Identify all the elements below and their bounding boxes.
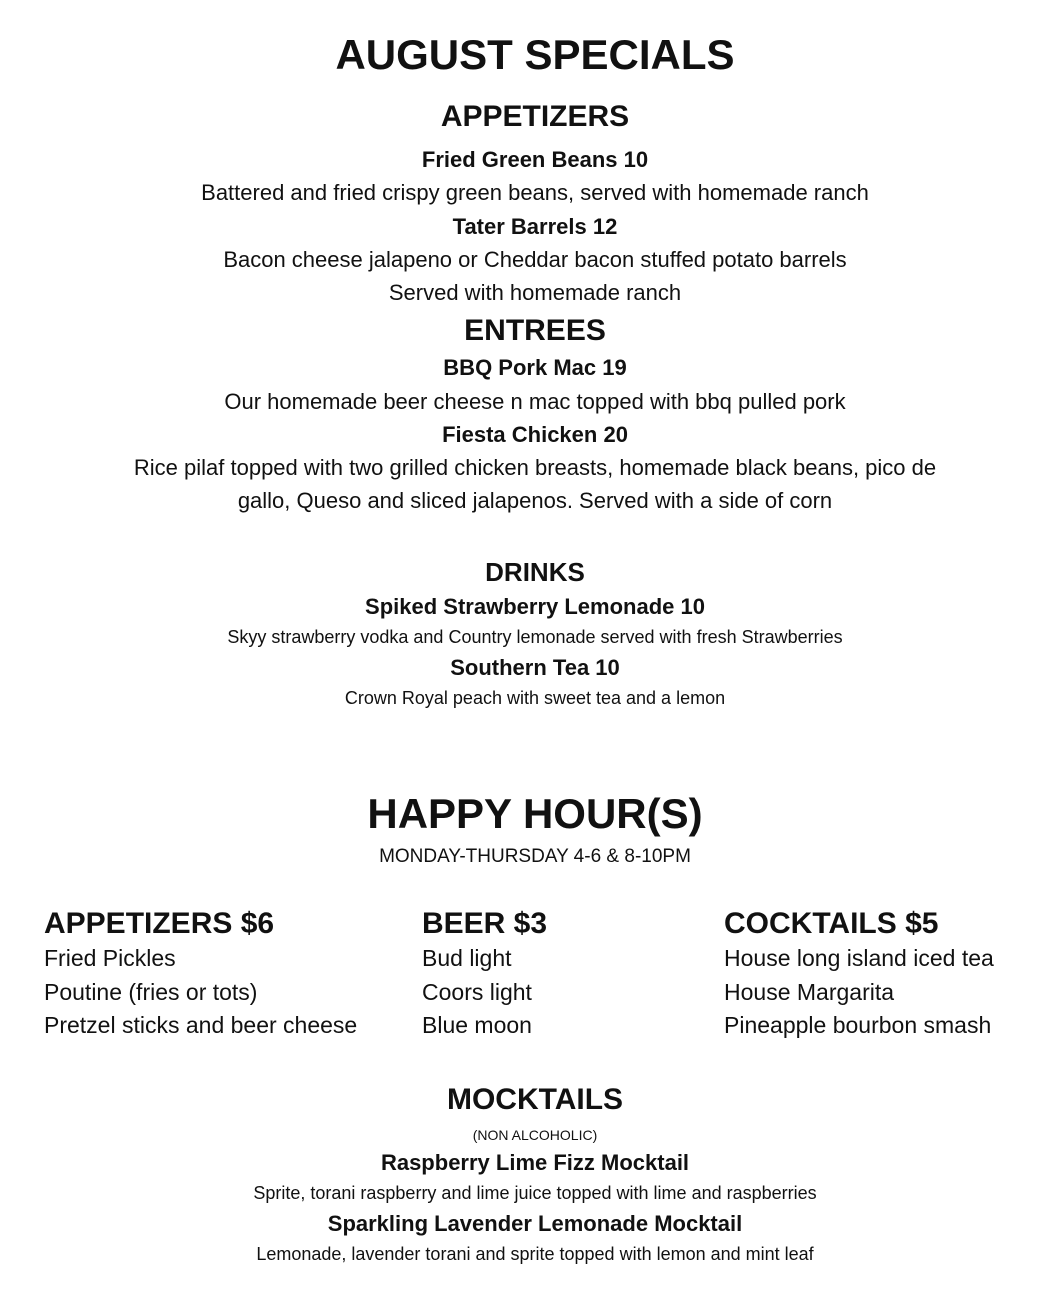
column-heading: COCKTAILS $5	[724, 907, 939, 940]
menu-item-name: Tater Barrels 12	[452, 214, 618, 239]
list-item: Bud light	[422, 945, 512, 971]
happy-hour-cocktails-column	[724, 906, 994, 1043]
mocktail-name: Raspberry Lime Fizz Mocktail	[380, 1150, 690, 1175]
list-item: Pretzel sticks and beer cheese	[44, 1012, 358, 1038]
mocktail-description: Sprite, torani raspberry and lime juice topped with lime and raspberries	[253, 1183, 817, 1203]
menu-item-description: Battered and fried crispy green beans, served with homemade ranch	[201, 180, 869, 205]
happy-hour-appetizers-column	[44, 906, 357, 1043]
list-item: Pineapple bourbon smash	[724, 1012, 992, 1038]
mocktails-heading: MOCKTAILS	[446, 1083, 624, 1116]
column-heading: BEER $3	[422, 907, 548, 940]
menu-item-description: gallo, Queso and sliced jalapenos. Served with a side of corn	[237, 488, 833, 513]
mocktail-name: Sparkling Lavender Lemonade Mocktail	[327, 1211, 743, 1236]
entrees-heading: ENTREES	[464, 314, 606, 347]
menu-item-description: Served with homemade ranch	[388, 280, 682, 305]
column-heading: APPETIZERS $6	[44, 907, 275, 940]
list-item: Fried Pickles	[44, 945, 176, 971]
drink-name: Southern Tea 10	[450, 655, 620, 680]
mocktail-description: Lemonade, lavender torani and sprite topped with lemon and mint leaf	[256, 1244, 814, 1264]
drink-description: Skyy strawberry vodka and Country lemonade served with fresh Strawberries	[227, 627, 843, 647]
drink-description: Crown Royal peach with sweet tea and a lemon	[344, 688, 726, 708]
menu-item-name: Fiesta Chicken 20	[442, 422, 628, 447]
column-list	[724, 942, 994, 1043]
drinks-heading: DRINKS	[485, 557, 585, 587]
happy-hour-beer-column	[422, 906, 547, 1043]
appetizers-heading: APPETIZERS	[440, 100, 630, 133]
menu-item-description: Bacon cheese jalapeno or Cheddar bacon stuffed potato barrels	[223, 247, 847, 272]
menu-item-description: Our homemade beer cheese n mac topped with bbq pulled pork	[224, 389, 846, 414]
column-list	[422, 942, 547, 1043]
menu-item-name: Fried Green Beans 10	[421, 147, 649, 172]
column-list	[44, 942, 357, 1043]
happy-hour-schedule: MONDAY-THURSDAY 4-6 & 8-10PM	[379, 846, 691, 867]
drink-name: Spiked Strawberry Lemonade 10	[365, 594, 705, 619]
list-item: House Margarita	[724, 978, 895, 1005]
menu-item-name: BBQ Pork Mac 19	[443, 355, 627, 380]
happy-hour-title: HAPPY HOUR(S)	[367, 790, 703, 837]
mocktails-note: (NON ALCOHOLIC)	[472, 1127, 598, 1143]
page-title: AUGUST SPECIALS	[335, 31, 735, 78]
menu-item-description: Rice pilaf topped with two grilled chicken breasts, homemade black beans, pico de	[133, 455, 937, 480]
list-item: House long island iced tea	[724, 945, 994, 971]
list-item: Coors light	[422, 978, 532, 1005]
list-item: Blue moon	[422, 1012, 532, 1038]
list-item: Poutine (fries or tots)	[44, 978, 258, 1005]
